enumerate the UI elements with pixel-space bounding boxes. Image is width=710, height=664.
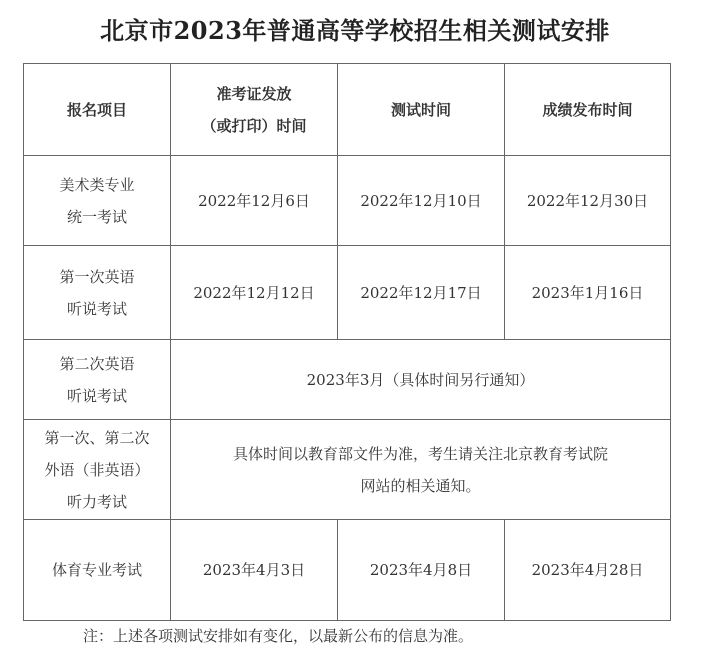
row-result-cell: 2023年4月28日	[505, 520, 671, 621]
row-item-line1: 第二次英语	[59, 354, 135, 373]
row-item-line2: 听说考试	[66, 299, 127, 318]
header-result-time	[505, 64, 671, 156]
header-admission	[171, 64, 338, 156]
row-admission-cell: 2023年4月3日	[171, 520, 338, 621]
row-item-line1: 第一次、第二次	[44, 428, 150, 447]
table-row	[24, 420, 671, 520]
schedule-table	[23, 63, 671, 621]
row-item-cell	[24, 246, 171, 340]
row-test-cell: 2022年12月10日	[338, 156, 505, 246]
table-row	[24, 156, 671, 246]
header-admission-line1: 准考证发放	[216, 84, 292, 103]
row-result-cell: 2023年1月16日	[505, 246, 671, 340]
row-admission-cell: 2022年12月6日	[171, 156, 338, 246]
row-test-cell: 2022年12月17日	[338, 246, 505, 340]
table-header-row	[24, 64, 671, 156]
header-item	[24, 64, 171, 156]
footnote: 注：上述各项测试安排如有变化，以最新公布的信息为准。	[83, 627, 474, 645]
row-item-cell	[24, 156, 171, 246]
header-item-label: 报名项目	[66, 100, 127, 119]
row-item-line3: 听力考试	[66, 492, 127, 511]
row-item-cell: 体育专业考试	[24, 520, 171, 621]
table-row	[24, 520, 671, 621]
row-item-line2: 听说考试	[66, 386, 127, 405]
page-title: 北京市2023年普通高等学校招生相关测试安排	[100, 16, 610, 45]
row-item-cell	[24, 420, 171, 520]
row-item-line2: 统一考试	[66, 207, 127, 226]
row-merged-cell: 2023年3月（具体时间另行通知）	[171, 340, 671, 420]
row-item-line1: 第一次英语	[59, 267, 135, 286]
row-item-cell	[24, 340, 171, 420]
header-admission-line2: （或打印）时间	[201, 116, 307, 135]
row-item-line1: 美术类专业	[59, 175, 135, 194]
row-item-line2: 外语（非英语）	[44, 460, 150, 479]
header-test-time	[338, 64, 505, 156]
row-merged-note-line2: 网站的相关通知。	[360, 476, 481, 495]
table-row	[24, 340, 671, 420]
row-admission-cell: 2022年12月12日	[171, 246, 338, 340]
row-result-cell: 2022年12月30日	[505, 156, 671, 246]
row-merged-note-cell	[171, 420, 671, 520]
row-merged-note-line1: 具体时间以教育部文件为准，考生请关注北京教育考试院	[232, 444, 608, 463]
row-test-cell: 2023年4月8日	[338, 520, 505, 621]
header-result-time-label: 成绩发布时间	[542, 100, 633, 119]
table-row	[24, 246, 671, 340]
header-test-time-label: 测试时间	[390, 100, 451, 119]
